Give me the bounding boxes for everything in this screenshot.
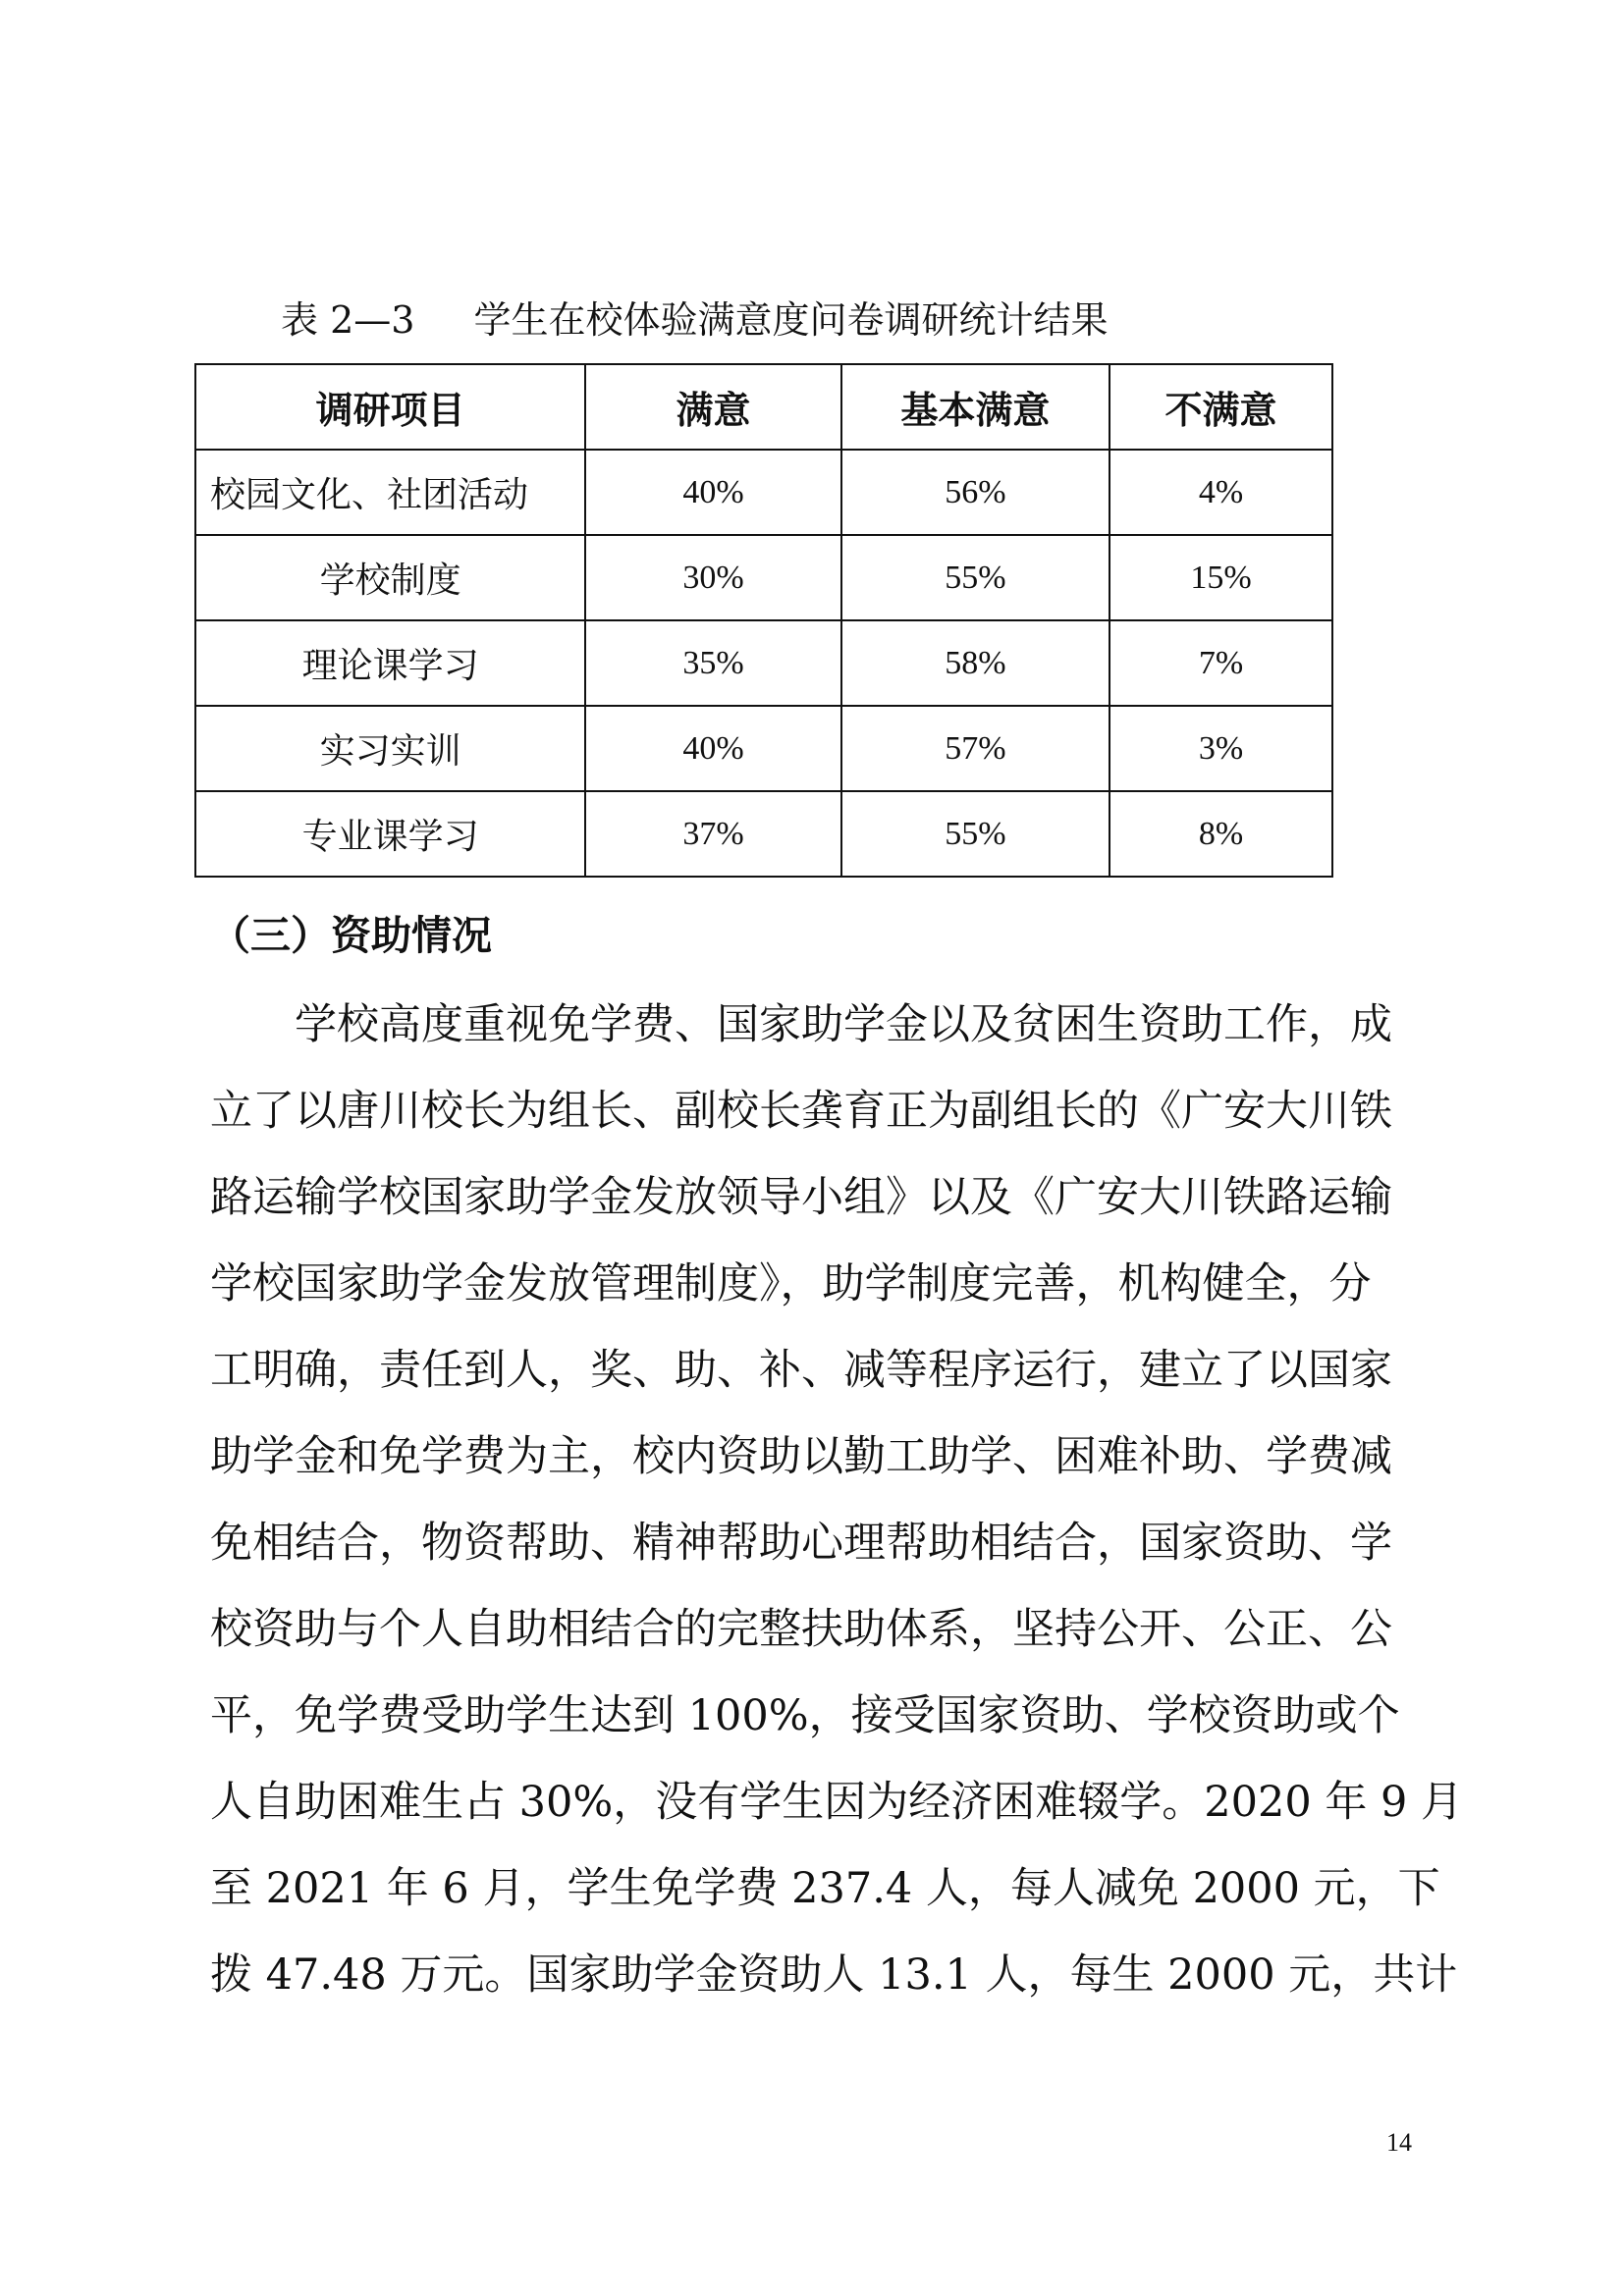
table-caption (281, 291, 1108, 349)
row-satisfied-value: 37% (585, 791, 841, 877)
paragraph-line: 校资助与个人自助相结合的完整扶助体系，坚持公开、公正、公 (210, 1605, 1392, 1654)
paragraph-line: 平，免学费受助学生达到 100%，接受国家资助、学校资助或个 (210, 1691, 1400, 1740)
paragraph-line: 助学金和免学费为主，校内资助以勤工助学、困难补助、学费减 (210, 1432, 1392, 1481)
row-unsatisfied-value: 8% (1110, 791, 1332, 877)
row-basically-satisfied-value: 58% (841, 620, 1110, 706)
row-basically-satisfied-value: 55% (841, 535, 1110, 620)
header-basically-satisfied: 基本满意 (841, 364, 1110, 450)
header-satisfied: 满意 (585, 364, 841, 450)
paragraph-line: 工明确，责任到人，奖、助、补、减等程序运行，建立了以国家 (210, 1346, 1392, 1395)
table-row (195, 620, 1332, 706)
row-item-label: 专业课学习 (195, 791, 585, 877)
paragraph-line: 免相结合，物资帮助、精神帮助心理帮助相结合，国家资助、学 (210, 1519, 1392, 1568)
row-unsatisfied-value: 4% (1110, 450, 1332, 535)
paragraph-line: 至 2021 年 6 月，学生免学费 237.4 人，每人减免 2000 元，下 (210, 1864, 1440, 1913)
table-row (195, 535, 1332, 620)
paragraph-line: 路运输学校国家助学金发放领导小组》以及《广安大川铁路运输 (210, 1173, 1392, 1222)
row-item-label: 理论课学习 (195, 620, 585, 706)
table-row (195, 706, 1332, 791)
row-basically-satisfied-value: 56% (841, 450, 1110, 535)
section-heading: （三）资助情况 (210, 912, 492, 959)
row-unsatisfied-value: 15% (1110, 535, 1332, 620)
row-satisfied-value: 40% (585, 450, 841, 535)
row-satisfied-value: 30% (585, 535, 841, 620)
page-number: 14 (1386, 2128, 1412, 2157)
table-row (195, 791, 1332, 877)
paragraph-line: 人自助困难生占 30%，没有学生因为经济困难辍学。2020 年 9 月 (210, 1778, 1464, 1827)
row-item-label: 校园文化、社团活动 (195, 450, 585, 535)
header-survey-item: 调研项目 (195, 364, 585, 450)
table-header-row (195, 364, 1332, 450)
table-row (195, 450, 1332, 535)
row-satisfied-value: 40% (585, 706, 841, 791)
satisfaction-survey-table (194, 363, 1333, 878)
body-paragraph (210, 982, 1464, 2018)
row-item-label: 学校制度 (195, 535, 585, 620)
row-satisfied-value: 35% (585, 620, 841, 706)
row-unsatisfied-value: 7% (1110, 620, 1332, 706)
row-unsatisfied-value: 3% (1110, 706, 1332, 791)
paragraph-line: 立了以唐川校长为组长、副校长龚育正为副组长的《广安大川铁 (210, 1087, 1392, 1136)
table-caption-number: 表 2—3 (281, 298, 415, 342)
row-item-label: 实习实训 (195, 706, 585, 791)
paragraph-line: 学校国家助学金发放管理制度》，助学制度完善，机构健全，分 (210, 1259, 1372, 1308)
paragraph-line: 学校高度重视免学费、国家助学金以及贫困生资助工作，成 (295, 1000, 1392, 1049)
paragraph-line: 拨 47.48 万元。国家助学金资助人 13.1 人，每生 2000 元，共计 (210, 1950, 1458, 2000)
header-unsatisfied: 不满意 (1110, 364, 1332, 450)
row-basically-satisfied-value: 57% (841, 706, 1110, 791)
table-caption-title: 学生在校体验满意度问卷调研统计结果 (473, 298, 1109, 342)
row-basically-satisfied-value: 55% (841, 791, 1110, 877)
